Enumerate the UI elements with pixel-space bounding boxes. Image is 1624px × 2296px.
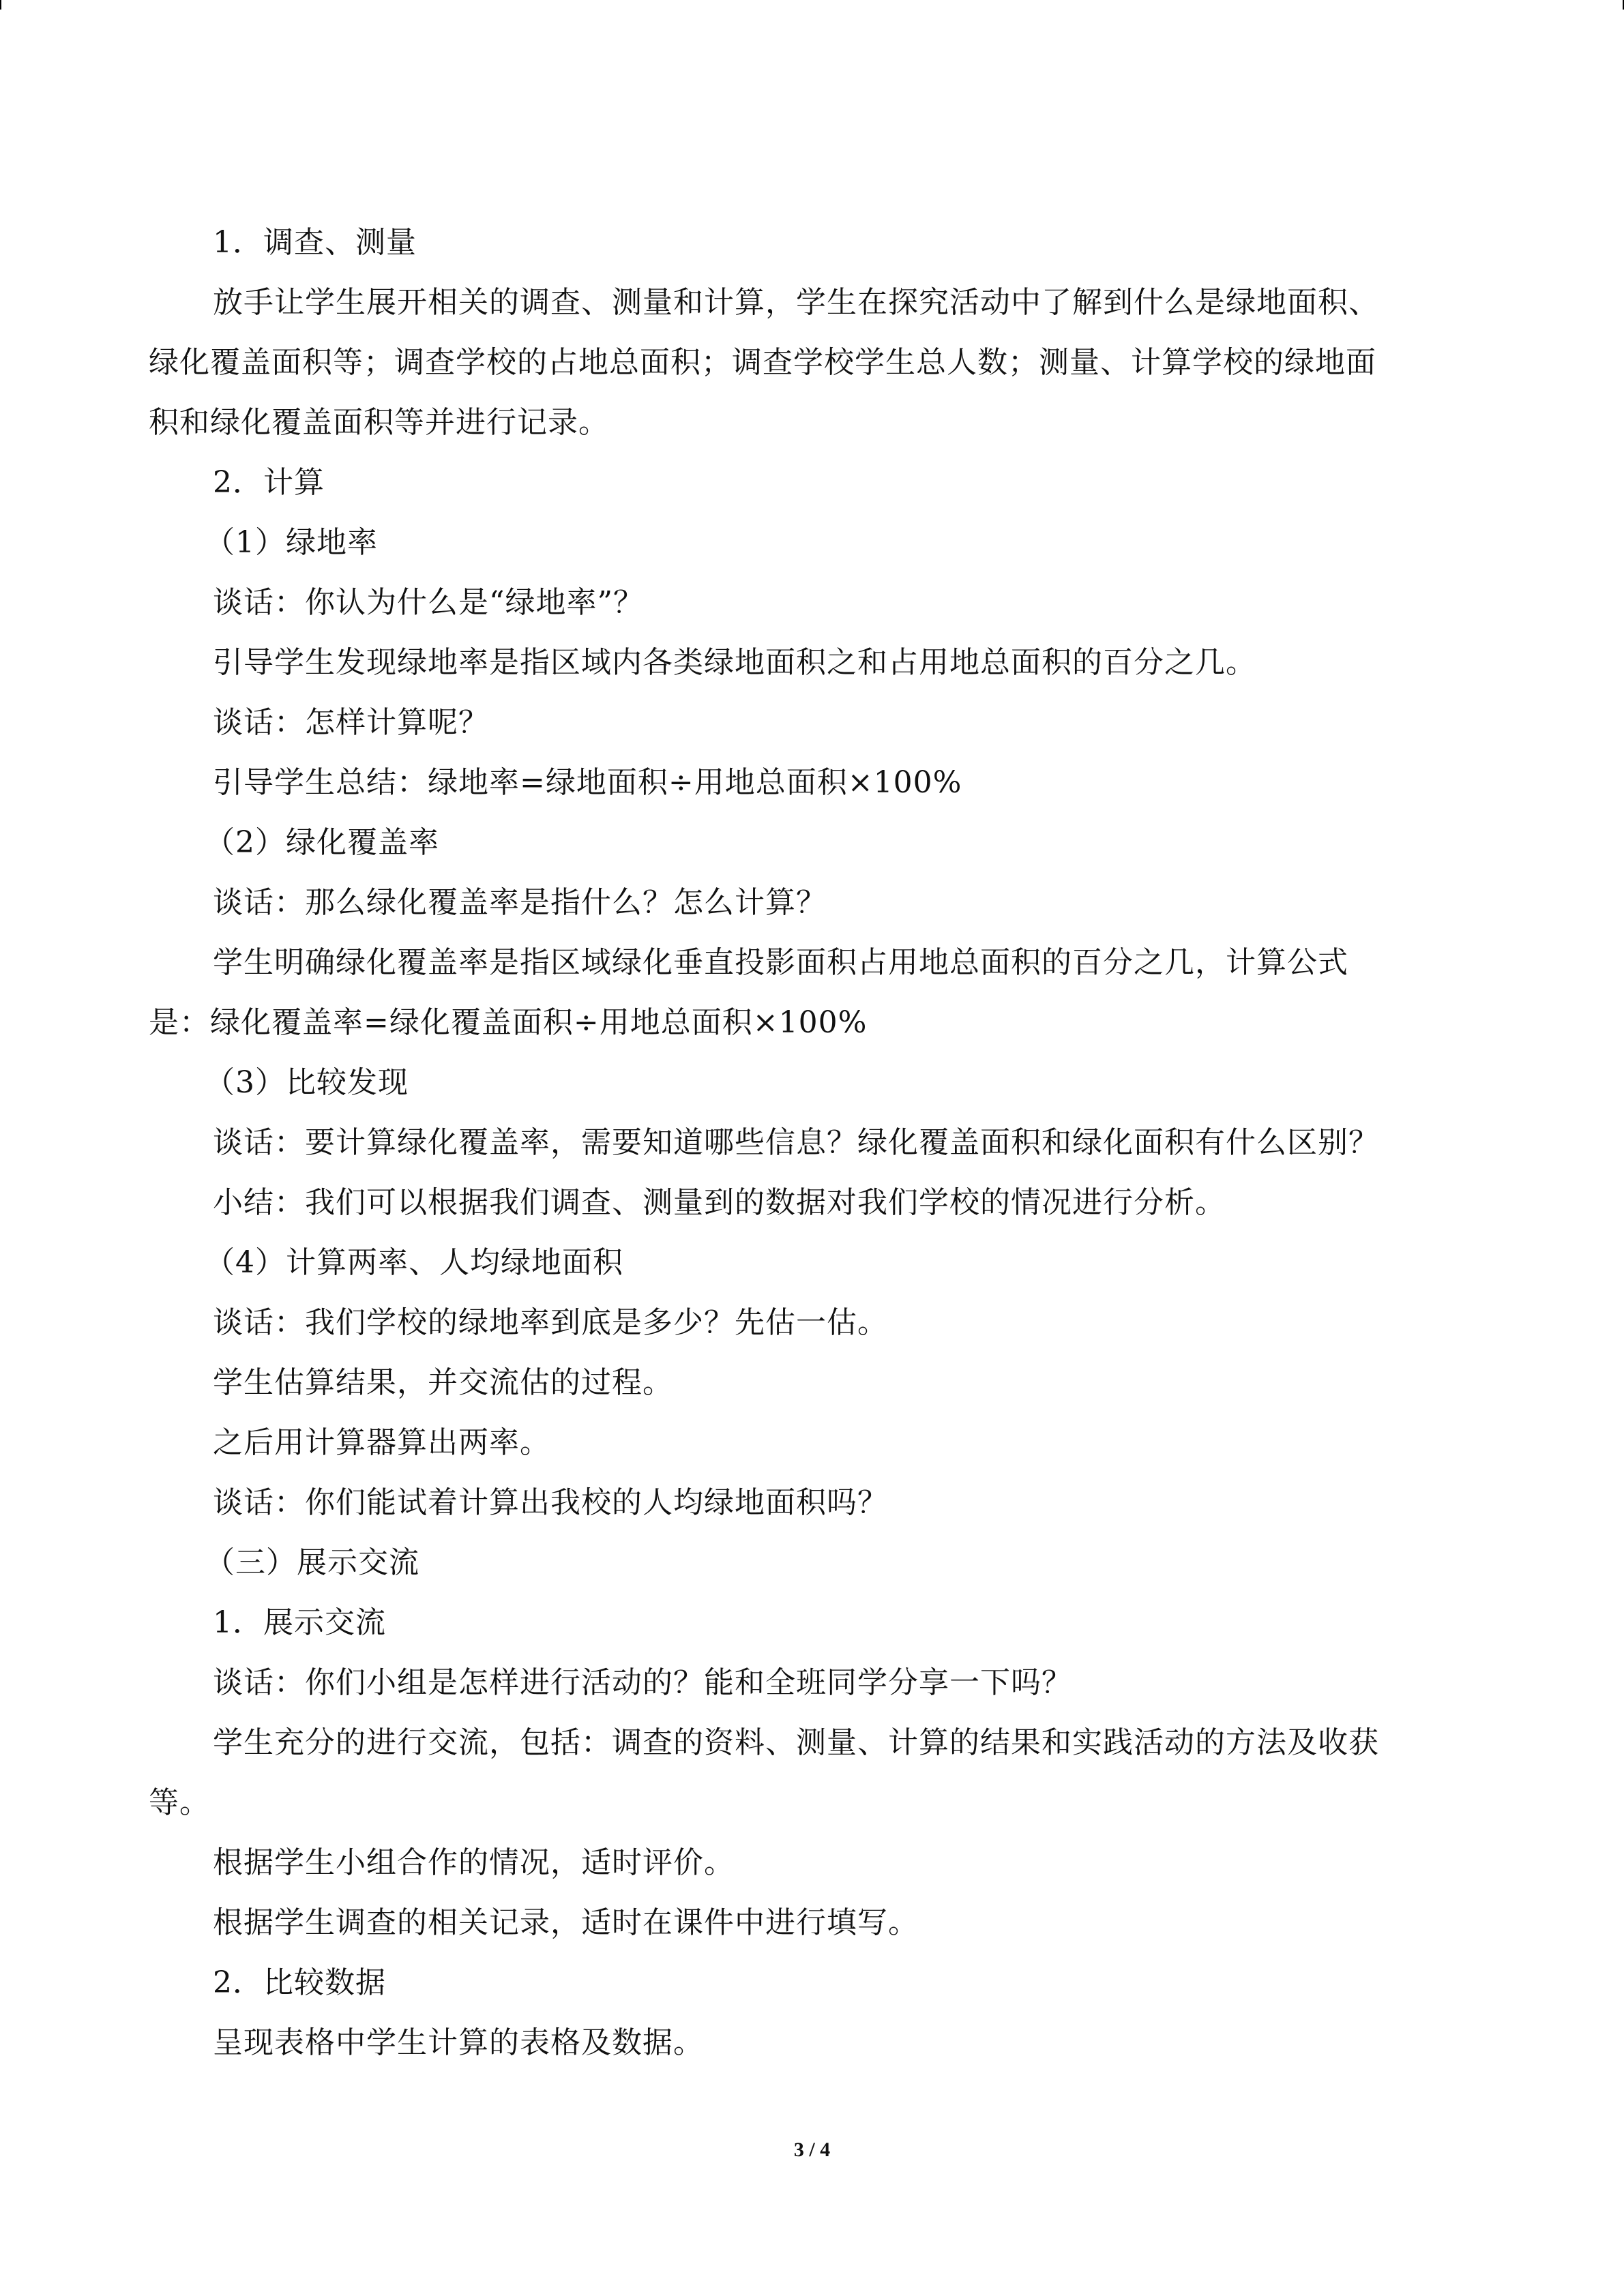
page-corner-mark: [0, 0, 1, 10]
paragraph-line: 引导学生发现绿地率是指区域内各类绿地面积之和占用地总面积的百分之几。: [213, 645, 1256, 680]
formula-line: 引导学生总结：绿地率=绿地面积÷用地总面积×100%: [213, 765, 962, 800]
section-heading: 2．比较数据: [213, 1965, 386, 2000]
paragraph-line: 学生明确绿化覆盖率是指区域绿化垂直投影面积占用地总面积的百分之几，计算公式: [213, 945, 1348, 980]
section-heading: 2．计算: [213, 465, 325, 500]
paragraph-line: 放手让学生展开相关的调查、测量和计算，学生在探究活动中了解到什么是绿地面积、: [213, 285, 1379, 320]
paragraph-line: 根据学生小组合作的情况，适时评价。: [213, 1845, 735, 1880]
paragraph-line: 谈话：你们小组是怎样进行活动的？能和全班同学分享一下吗？: [213, 1665, 1072, 1700]
subsection-heading: （3）比较发现: [205, 1065, 409, 1100]
paragraph-line: 谈话：你们能试着计算出我校的人均绿地面积吗？: [213, 1485, 888, 1520]
paragraph-line: 根据学生调查的相关记录，适时在课件中进行填写。: [213, 1905, 919, 1940]
paragraph-line: 谈话：你认为什么是“绿地率”？: [213, 585, 644, 620]
section-heading: 1．展示交流: [213, 1605, 386, 1640]
paragraph-line: 小结：我们可以根据我们调查、测量到的数据对我们学校的情况进行分析。: [213, 1185, 1226, 1220]
paragraph-line: 学生估算结果，并交流估的过程。: [213, 1365, 673, 1400]
subsection-heading: （2）绿化覆盖率: [205, 825, 439, 860]
paragraph-line: 积和绿化覆盖面积等并进行记录。: [149, 405, 609, 440]
paragraph-line: 谈话：那么绿化覆盖率是指什么？怎么计算？: [213, 885, 827, 920]
section-heading: 1．调查、测量: [213, 225, 417, 260]
paragraph-line: 学生充分的进行交流，包括：调查的资料、测量、计算的结果和实践活动的方法及收获: [213, 1725, 1379, 1760]
paragraph-line: 之后用计算器算出两率。: [213, 1425, 550, 1460]
paragraph-line: 谈话：要计算绿化覆盖率，需要知道哪些信息？绿化覆盖面积和绿化面积有什么区别？: [213, 1125, 1379, 1160]
paragraph-line: 谈话：怎样计算呢？: [213, 705, 489, 740]
page-number: 3 / 4: [793, 2138, 831, 2161]
page-body: [149, 213, 1475, 2073]
subsection-heading: （1）绿地率: [205, 525, 378, 560]
paragraph-line: 谈话：我们学校的绿地率到底是多少？先估一估。: [213, 1305, 888, 1340]
paragraph-line: 绿化覆盖面积等；调查学校的占地总面积；调查学校学生总人数；测量、计算学校的绿地面: [149, 345, 1376, 380]
paragraph-line: 呈现表格中学生计算的表格及数据。: [213, 2025, 704, 2060]
section-heading: （三）展示交流: [205, 1545, 419, 1580]
formula-line: 是：绿化覆盖率=绿化覆盖面积÷用地总面积×100%: [149, 1005, 868, 1040]
subsection-heading: （4）计算两率、人均绿地面积: [205, 1245, 623, 1280]
paragraph-line: 等。: [149, 1785, 210, 1820]
